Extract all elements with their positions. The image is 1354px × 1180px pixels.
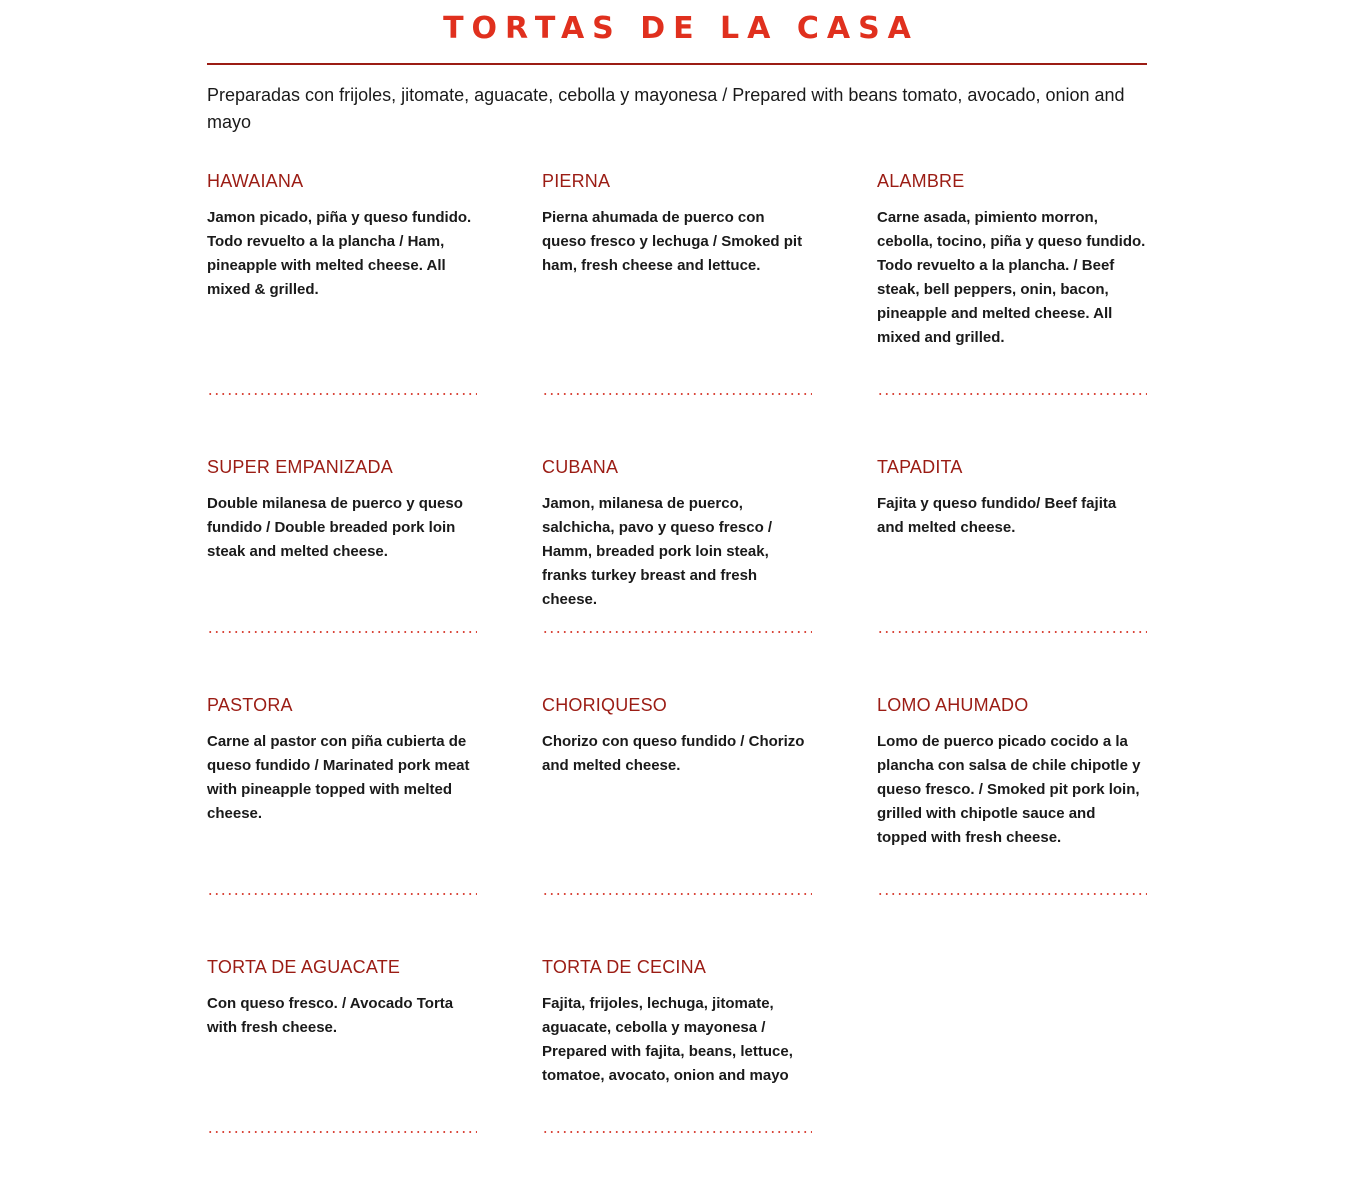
menu-item [542,956,812,1088]
menu-item-name: TORTA DE AGUACATE [207,957,401,977]
menu-item-description: Con queso fresco. / Avocado Torta with fresh cheese. [207,995,454,1036]
menu-item [207,956,477,1040]
menu-item [877,694,1147,850]
menu-item [542,170,812,278]
menu-item-description: Fajita, frijoles, lechuga, jitomate, aguacate, cebolla y mayonesa / Prepared with fajita, beans, lettuce, tomatoe, avocato, onion and mayo [542,995,793,1084]
menu-item-name: TORTA DE CECINA [542,957,707,977]
menu-item [542,694,812,778]
menu-item-description: Pierna ahumada de puerco con queso fresco y lechuga / Smoked pit ham, fresh cheese and lettuce. [542,209,803,274]
menu-item-description: Jamon picado, piña y queso fundido. Todo revuelto a la plancha / Ham, pineapple with melted cheese. All mixed & grilled. [207,209,472,298]
dotted-separator [877,630,1147,634]
dotted-separator [207,892,477,896]
menu-item-name: CHORIQUESO [542,695,668,715]
menu-item-name: PIERNA [542,171,611,191]
section-title: TORTAS DE LA CASA [443,11,919,46]
menu-item-name: HAWAIANA [207,171,304,191]
menu-item-description: Jamon, milanesa de puerco, salchicha, pavo y queso fresco / Hamm, breaded pork loin steak, franks turkey breast and fresh cheese. [542,495,773,608]
menu-item-name: ALAMBRE [877,171,965,191]
menu-item-description: Carne asada, pimiento morron, cebolla, tocino, piña y queso fundido. Todo revuelto a la plancha. / Beef steak, bell peppers, onin, bacon, pineapple and melted cheese. All mixed and grilled. [877,209,1146,346]
title-divider [207,63,1147,65]
menu-item [542,456,812,612]
menu-item-description: Lomo de puerco picado cocido a la plancha con salsa de chile chipotle y queso fresco. / Smoked pit pork loin, grilled with chipotle sauce and topped with fresh cheese. [877,733,1141,846]
menu-item-description: Chorizo con queso fundido / Chorizo and melted cheese. [542,733,805,774]
menu-item-description: Double milanesa de puerco y queso fundido / Double breaded pork loin steak and melted cheese. [207,495,463,560]
dotted-separator [877,892,1147,896]
dotted-separator [542,630,812,634]
dotted-separator [207,630,477,634]
menu-item-name: TAPADITA [877,457,963,477]
menu-item-name: PASTORA [207,695,293,715]
menu-item-name: SUPER EMPANIZADA [207,457,393,477]
menu-item [877,170,1147,350]
menu-item-description: Fajita y queso fundido/ Beef fajita and melted cheese. [877,495,1117,536]
menu-item [207,170,477,302]
dotted-separator [542,392,812,396]
dotted-separator [542,892,812,896]
menu-item [877,456,1147,540]
dotted-separator [877,392,1147,396]
dotted-separator [207,1130,477,1134]
menu-item [207,456,477,564]
dotted-separator [207,392,477,396]
menu-item [207,694,477,826]
menu-item-name: CUBANA [542,457,619,477]
section-intro: Preparadas con frijoles, jitomate, aguacate, cebolla y mayonesa / Prepared with beans tomato, avocado, onion and mayo [207,85,1125,132]
menu-section [207,0,1147,1084]
menu-item-name: LOMO AHUMADO [877,695,1029,715]
dotted-separator [542,1130,812,1134]
menu-item-description: Carne al pastor con piña cubierta de queso fundido / Marinated pork meat with pineapple topped with melted cheese. [207,733,470,822]
